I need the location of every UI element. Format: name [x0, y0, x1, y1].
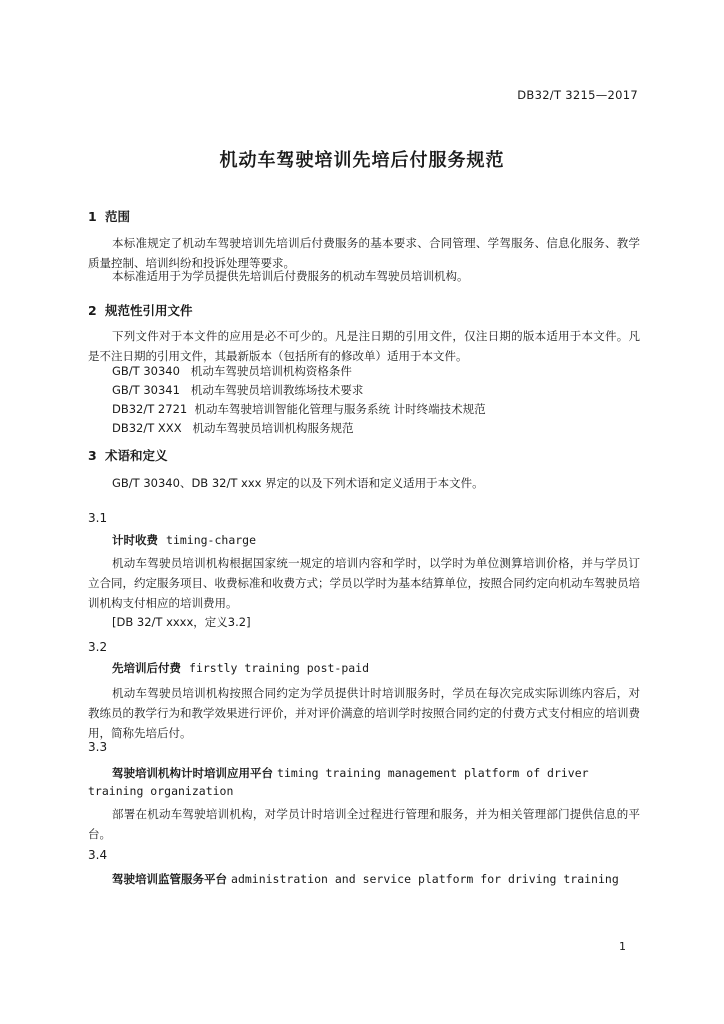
term-number: 3.2	[88, 640, 108, 654]
term-definition: 机动车驾驶员培训机构根据国家统一规定的培训内容和学时，以学时为单位测算培训价格，并与学员订立合同，约定服务项目、收费标准和收费方式；学员以学时为基本结算单位，按照合同约定向机动车驾驶员培训机构支付相应的培训费用。	[88, 556, 640, 610]
term-en: administration and service platform for driving training	[231, 872, 619, 886]
section-heading-3	[88, 446, 168, 464]
term-title	[112, 531, 640, 549]
paragraph: 本标准适用于为学员提供先培训后付费服务的机动车驾驶员培训机构。	[112, 269, 469, 283]
reference-item: DB32/T XXX 机动车驾驶员培训机构服务规范	[112, 421, 354, 435]
section-heading-1	[88, 207, 130, 225]
term-source: [DB 32/T xxxx，定义3.2]	[112, 615, 251, 629]
reference-item: GB/T 30340 机动车驾驶员培训机构资格条件	[112, 364, 352, 378]
term-zh: 驾驶培训机构计时培训应用平台	[112, 766, 273, 780]
section-number: 1	[88, 209, 97, 224]
term-en: firstly training post-paid	[189, 661, 370, 675]
page-number: 1	[619, 940, 626, 953]
term-number: 3.3	[88, 740, 108, 754]
term-en: timing-charge	[166, 533, 257, 547]
paragraph: 本标准规定了机动车驾驶培训先培训后付费服务的基本要求、合同管理、学驾服务、信息化服务、教学质量控制、培训纠纷和投诉处理等要求。	[88, 236, 640, 270]
section-title: 术语和定义	[105, 448, 168, 463]
term-definition: 机动车驾驶员培训机构按照合同约定为学员提供计时培训服务时，学员在每次完成实际训练内容后，对教练员的教学行为和教学效果进行评价，并对评价满意的培训学时按照合同约定的付费方式支付相应的培训费用，简称先培后付。	[88, 686, 640, 740]
section-number: 2	[88, 303, 97, 318]
paragraph: GB/T 30340、DB 32/T xxx 界定的以及下列术语和定义适用于本文件。	[112, 476, 484, 490]
term-en: timing training management platform of driver training organization	[88, 766, 589, 798]
term-title	[88, 764, 640, 800]
section-heading-2	[88, 301, 193, 319]
section-title: 范围	[105, 209, 131, 224]
paragraph: 下列文件对于本文件的应用是必不可少的。凡是注日期的引用文件，仅注日期的版本适用于本文件。凡是不注日期的引用文件，其最新版本（包括所有的修改单）适用于本文件。	[88, 329, 640, 363]
term-zh: 驾驶培训监管服务平台	[112, 872, 227, 886]
term-title	[112, 870, 640, 888]
term-number: 3.1	[88, 511, 108, 525]
term-title	[112, 659, 640, 677]
term-definition: 部署在机动车驾驶培训机构，对学员计时培训全过程进行管理和服务，并为相关管理部门提供信息的平台。	[88, 807, 640, 841]
document-code: DB32/T 3215—2017	[517, 88, 638, 102]
term-zh: 计时收费	[112, 533, 158, 547]
section-title: 规范性引用文件	[105, 303, 193, 318]
reference-item: DB32/T 2721 机动车驾驶培训智能化管理与服务系统 计时终端技术规范	[112, 402, 486, 416]
section-number: 3	[88, 448, 97, 463]
term-zh: 先培训后付费	[112, 661, 181, 675]
document-title: 机动车驾驶培训先培后付服务规范	[219, 150, 505, 171]
term-number: 3.4	[88, 848, 108, 862]
reference-item: GB/T 30341 机动车驾驶员培训教练场技术要求	[112, 383, 364, 397]
